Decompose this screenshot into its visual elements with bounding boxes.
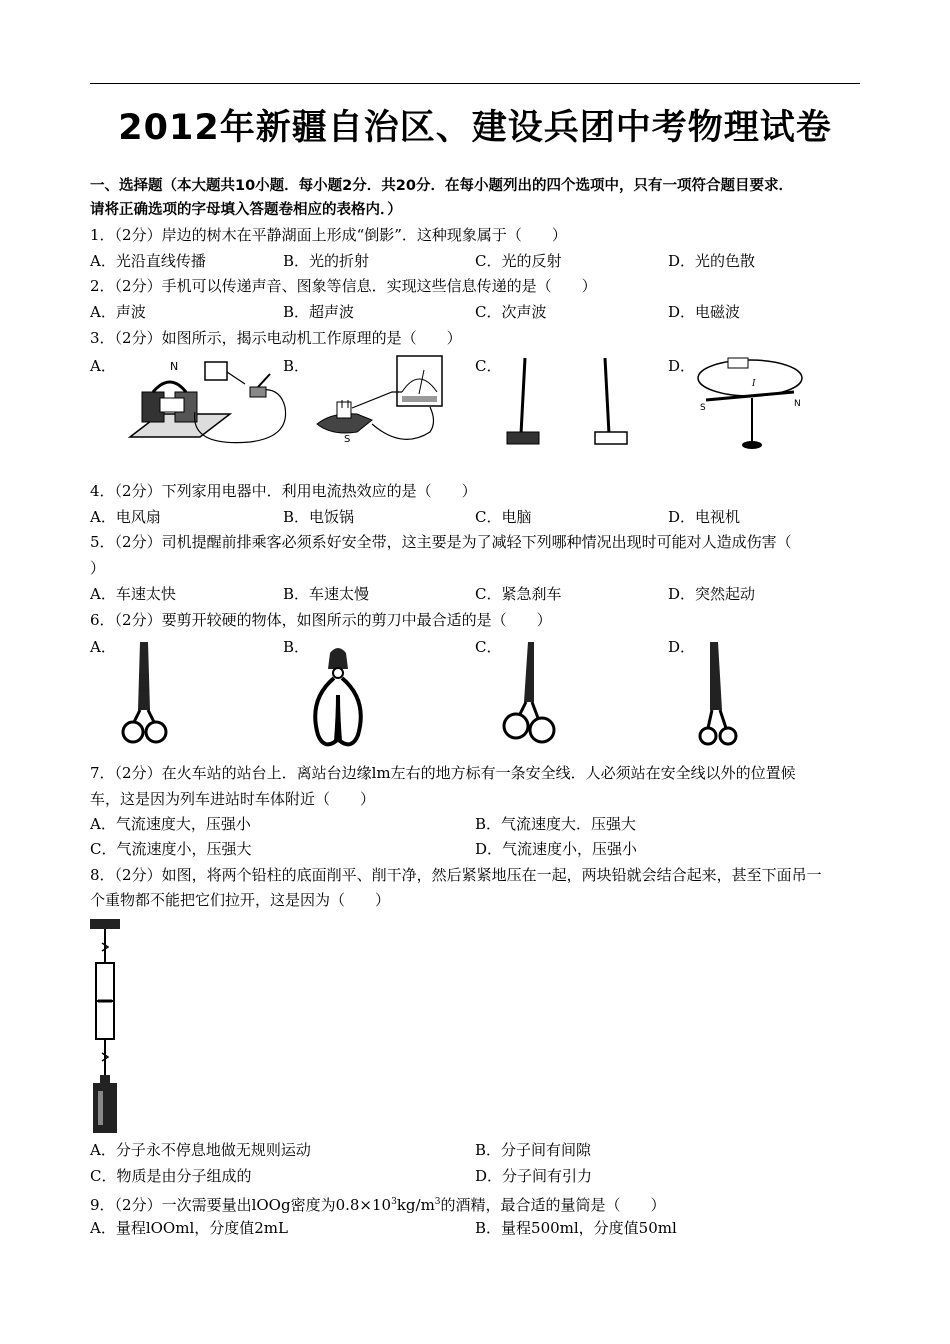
section-header-line2: 请将正确选项的字母填入答题卷相应的表格内．） [90,202,402,218]
q6-option-a: A． [90,638,116,656]
q4-option-a: A．电风扇 [90,508,161,526]
page-title: 2012年新疆自治区、建设兵团中考物理试卷 [118,108,832,148]
q3d-i-label: I [752,379,756,389]
q2-option-b: B．超声波 [283,303,355,321]
question-6: 6．（2分）要剪开较硬的物体，如图所示的剪刀中最合适的是（ ） [90,611,552,629]
q9-text-part2: 的酒精，最合适的量筒是（ ） [440,1196,666,1214]
q3d-n-label: N [794,399,801,409]
q5-option-d: D．突然起动 [668,585,756,603]
q7-option-a: A．气流速度大，压强小 [90,815,251,833]
q5-option-a: A．车速太快 [90,585,176,603]
question-3: 3．（2分）如图所示，揭示电动机工作原理的是（ ） [90,329,462,347]
question-8-line1: 8．（2分）如图，将两个铅柱的底面削平、削干净，然后紧紧地压在一起，两块铅就会结合起来，甚至下面吊一 [90,866,822,884]
question-5-line1: 5．（2分）司机提醒前排乘客必须系好安全带，这主要是为了减轻下列哪种情况出现时可能对人造成伤害（ [90,533,792,551]
q2-option-a: A．声波 [90,303,146,321]
q6-option-c: C． [475,638,502,656]
question-7-line1: 7．（2分）在火车站的站台上．离站台边缘lm左右的地方标有一条安全线．人必须站在安全线以外的位置候 [90,764,796,782]
question-9 [90,1191,666,1216]
q8-option-a: A．分子永不停息地做无规则运动 [90,1141,311,1159]
q9-exponent-1: 3 [391,1197,397,1207]
q1-option-d: D．光的色散 [668,252,756,270]
q1-option-c: C．光的反射 [475,252,562,270]
q6-figure-a-long-blade-scissors [118,640,173,752]
q6-figure-b-pliers [308,645,368,753]
q7-option-b: B．气流速度大．压强大 [475,815,637,833]
q3-option-c: C． [475,357,502,375]
q3-option-d: D． [668,357,696,375]
q3a-n-label: N [170,360,179,373]
question-2: 2．（2分）手机可以传递声音、图象等信息．实现这些信息传递的是（ ） [90,277,597,295]
question-5-line2: ） [90,559,106,577]
q3-figure-b [312,352,452,452]
q8-option-d: D．分子间有引力 [475,1167,593,1185]
top-rule [90,83,860,84]
q7-option-d: D．气流速度小，压强小 [475,840,638,858]
question-4: 4．（2分）下列家用电器中．利用电流热效应的是（ ） [90,482,477,500]
q2-option-d: D．电磁波 [668,303,741,321]
q4-option-c: C．电脑 [475,508,532,526]
question-8-line2: 个重物都不能把它们拉开，这是因为（ ） [90,891,391,909]
q3d-s-label: S [700,403,706,413]
q9-exponent-2: 3 [434,1197,441,1207]
q8-figure-lead-cylinders [88,915,124,1137]
q6-figure-d-short-handle-scissors [692,640,752,752]
q9-text-part1: 9．（2分）一次需要量出lOOg密度为0.8×10 [90,1196,392,1214]
q2-option-c: C．次声波 [475,303,547,321]
q3b-s-label: S [344,434,351,445]
question-7-line2: 车，这是因为列车进站时车体附近（ ） [90,790,376,808]
q3-figure-a [120,352,295,452]
q9-option-a: A．量程lOOml，分度值2mL [90,1219,288,1237]
section-header-line1: 一、选择题（本大题共10小题．每小题2分．共20分．在每小题列出的四个选项中，只有一项符合题目要求． [90,178,793,194]
q6-option-d: D． [668,638,696,656]
q6-figure-c-scissors [500,640,560,752]
q8-option-c: C．物质是由分子组成的 [90,1167,252,1185]
q4-option-d: D．电视机 [668,508,741,526]
q6-option-b: B． [283,638,310,656]
q3-figure-d [690,350,810,455]
q3-figure-c [495,352,645,452]
q8-option-b: B．分子间有间隙 [475,1141,592,1159]
q1-option-a: A．光沿直线传播 [90,252,206,270]
q4-option-b: B．电饭锅 [283,508,355,526]
q7-option-c: C．气流速度小，压强大 [90,840,252,858]
q3-option-b: B． [283,357,310,375]
q5-option-c: C．紧急刹车 [475,585,562,603]
q5-option-b: B．车速太慢 [283,585,370,603]
q3-option-a: A． [90,357,116,375]
q9-option-b: B．量程500ml，分度值50ml [475,1219,677,1237]
q9-text-unit: kg/m [396,1196,435,1214]
q1-option-b: B．光的折射 [283,252,370,270]
question-1: 1．（2分）岸边的树木在平静湖面上形成“倒影”．这种现象属于（ ） [90,226,567,244]
